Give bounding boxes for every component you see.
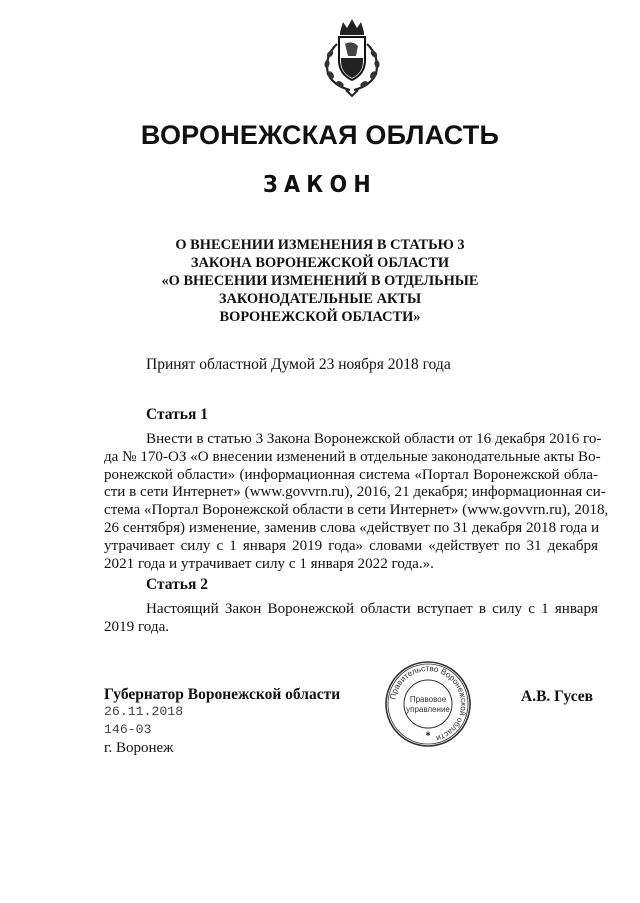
- signer-position: Губернатор Воронежской области: [104, 686, 341, 703]
- article-2-heading: Статья 2: [146, 576, 208, 593]
- article-1-line: Внести в статью 3 Закона Воронежской области от 16 декабря 2016 го-: [146, 431, 602, 447]
- law-title-line: О ВНЕСЕНИИ ИЗМЕНЕНИЯ В СТАТЬЮ 3: [175, 237, 465, 253]
- region-heading: ВОРОНЕЖСКАЯ ОБЛАСТЬ: [140, 120, 500, 150]
- article-1-line: да № 170-ОЗ «О внесении изменений в отдельные законодательные акты Во-: [104, 448, 601, 465]
- svg-text:✱: ✱: [425, 731, 431, 738]
- article-1-text: [104, 431, 609, 573]
- article-1-line: 26 сентября) изменение, заменив слова «действует по 31 декабря 2018 года и: [104, 519, 600, 536]
- signing-city: г. Воронеж: [104, 740, 174, 756]
- article-2-line: 2019 года.: [104, 618, 170, 635]
- article-1-line: сти в сети Интернет» (www.govvrn.ru), 2016, 21 декабря; информационная си-: [104, 484, 606, 501]
- article-2-line: Настоящий Закон Воронежской области вступает в силу с 1 января: [146, 601, 598, 617]
- law-title-line: «О ВНЕСЕНИИ ИЗМЕНЕНИЙ В ОТДЕЛЬНЫЕ: [161, 273, 479, 289]
- article-1-line: 2021 года и утрачивает силу с 1 января 2022 года.».: [104, 555, 434, 572]
- law-title-line: ВОРОНЕЖСКОЙ ОБЛАСТИ»: [219, 309, 421, 325]
- article-1-line: утрачивает силу с 1 января 2019 года» словами «действует по 31 декабря: [104, 537, 598, 554]
- stamp-center-line1: Правовое: [409, 695, 447, 704]
- article-1-line: ронежской области» (информационная система «Портал Воронежской обла-: [104, 466, 598, 483]
- adoption-statement: Принят областной Думой 23 ноября 2018 года: [146, 356, 451, 373]
- stamp-ring-text: Правительство Воронежской области: [388, 663, 469, 743]
- signing-date: 26.11.2018: [104, 704, 184, 719]
- stamp-center-line2: управление: [406, 705, 450, 714]
- article-2-text: [104, 601, 598, 637]
- law-title: [0, 236, 640, 326]
- law-number: 146-03: [104, 722, 152, 737]
- law-title-line: ЗАКОНА ВОРОНЕЖСКОЙ ОБЛАСТИ: [190, 255, 450, 271]
- coat-of-arms-emblem: [312, 14, 392, 100]
- law-title-line: ЗАКОНОДАТЕЛЬНЫЕ АКТЫ: [218, 291, 422, 307]
- signer-name: А.В. Гусев: [521, 688, 594, 705]
- article-1-line: стема «Портал Воронежской области в сети Интернет» (www.govvrn.ru), 2018,: [104, 502, 609, 519]
- official-stamp: [384, 660, 472, 748]
- article-1-heading: Статья 1: [146, 406, 208, 423]
- document-type-heading: ЗАКОН: [262, 172, 378, 198]
